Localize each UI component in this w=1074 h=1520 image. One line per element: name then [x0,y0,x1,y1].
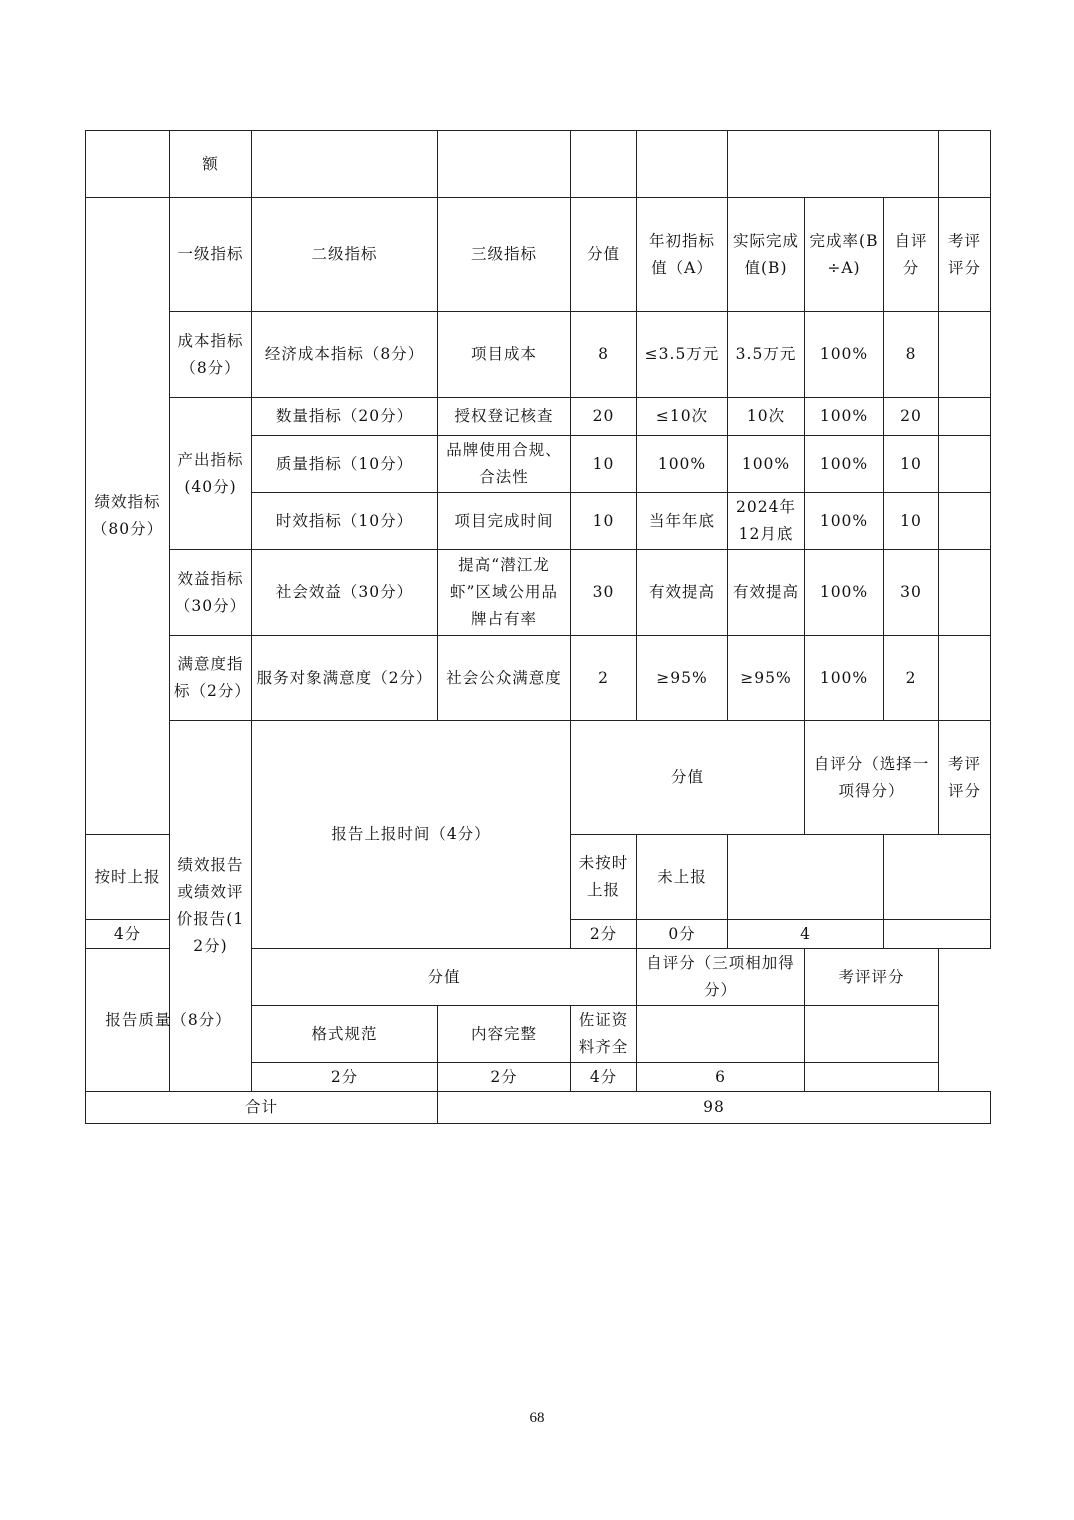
output-target: 当年年底 [637,493,728,550]
table-cell [884,920,991,949]
page-number: 68 [529,1410,545,1426]
cost-actual: 3.5万元 [728,312,805,398]
output-level2: 质量指标（10分） [252,436,438,493]
header-level3: 三级指标 [438,198,571,312]
table-cell [884,835,991,920]
continuation-row [86,131,991,198]
indicator-header-row [86,198,991,312]
timing-option: 未按时上报 [571,835,637,920]
satisfaction-actual: ≥95% [728,636,805,721]
header-level2: 二级指标 [252,198,438,312]
quality-label: 报告质量（8分） [86,949,252,1092]
table-cell [571,131,637,198]
output-level3: 品牌使用合规、合法性 [438,436,571,493]
table-cell [252,131,438,198]
table-cell [728,131,939,198]
benefit-level2: 社会效益（30分） [252,550,438,636]
quality-self-score: 6 [637,1063,805,1092]
cost-level2: 经济成本指标（8分） [252,312,438,398]
output-level1: 产出指标(40分) [170,398,252,550]
output-rate: 100% [805,436,884,493]
table-cell [939,131,991,198]
output-target: 100% [637,436,728,493]
table-row [86,636,991,721]
timing-option: 未上报 [637,835,728,920]
satisfaction-rate: 100% [805,636,884,721]
header-rate: 完成率(B÷A) [805,198,884,312]
table-cell [728,835,884,920]
benefit-rate: 100% [805,550,884,636]
output-self-score: 10 [884,436,939,493]
benefit-level1: 效益指标（30分） [170,550,252,636]
output-target: ≤10次 [637,398,728,436]
output-level3: 授权登记核查 [438,398,571,436]
benefit-target: 有效提高 [637,550,728,636]
cost-level3: 项目成本 [438,312,571,398]
table-cell [438,131,571,198]
table-cell [637,1006,805,1063]
timing-self-score: 4 [728,920,884,949]
table-cell [86,131,170,198]
cost-score: 8 [571,312,637,398]
quality-option: 内容完整 [438,1006,571,1063]
performance-table [85,130,991,1124]
satisfaction-level1: 满意度指标（2分） [170,636,252,721]
satisfaction-level3: 社会公众满意度 [438,636,571,721]
benefit-review-score [939,550,991,636]
output-level3: 项目完成时间 [438,493,571,550]
header-actual: 实际完成值(B) [728,198,805,312]
output-actual: 100% [728,436,805,493]
total-label: 合计 [86,1092,438,1124]
output-review-score [939,493,991,550]
timing-review-header: 考评评分 [939,721,991,835]
satisfaction-score: 2 [571,636,637,721]
timing-option: 按时上报 [86,835,170,920]
satisfaction-self-score: 2 [884,636,939,721]
output-actual: 10次 [728,398,805,436]
table-cell [637,131,728,198]
satisfaction-target: ≥95% [637,636,728,721]
quality-option-score: 2分 [438,1063,571,1092]
output-actual: 2024年12月底 [728,493,805,550]
timing-option-score: 0分 [637,920,728,949]
quality-option: 格式规范 [252,1006,438,1063]
quality-option-score: 2分 [252,1063,438,1092]
quality-self-header: 自评分（三项相加得分） [637,949,805,1006]
satisfaction-level2: 服务对象满意度（2分） [252,636,438,721]
quality-score-header: 分值 [252,949,637,1006]
quality-review-header: 考评评分 [805,949,939,1006]
header-review-score: 考评评分 [939,198,991,312]
output-level2: 时效指标（10分） [252,493,438,550]
output-score: 20 [571,398,637,436]
table-cell [805,1063,939,1092]
benefit-score: 30 [571,550,637,636]
output-review-score [939,398,991,436]
output-score: 10 [571,436,637,493]
timing-option-score: 4分 [86,920,170,949]
benefit-actual: 有效提高 [728,550,805,636]
cost-level1: 成本指标（8分） [170,312,252,398]
continuation-label: 额 [170,131,252,198]
output-self-score: 10 [884,493,939,550]
benefit-level3: 提高“潜江龙虾”区域公用品牌占有率 [438,550,571,636]
quality-option: 佐证资料齐全 [571,1006,637,1063]
table-cell [805,1006,939,1063]
output-score: 10 [571,493,637,550]
report-group-label: 绩效报告或绩效评价报告(12分) [170,721,252,1092]
quality-option-score: 4分 [571,1063,637,1092]
table-row [86,550,991,636]
table-row [86,312,991,398]
header-target: 年初指标值（A） [637,198,728,312]
header-level1: 一级指标 [170,198,252,312]
cost-self-score: 8 [884,312,939,398]
indicator-group-label: 绩效指标（80分） [86,198,170,835]
table-row [86,398,991,436]
output-rate: 100% [805,398,884,436]
benefit-self-score: 30 [884,550,939,636]
timing-label: 报告上报时间（4分） [252,721,571,949]
timing-option-score: 2分 [571,920,637,949]
cost-target: ≤3.5万元 [637,312,728,398]
output-self-score: 20 [884,398,939,436]
output-review-score [939,436,991,493]
cost-rate: 100% [805,312,884,398]
total-row [86,1092,991,1124]
header-self-score: 自评分 [884,198,939,312]
header-score: 分值 [571,198,637,312]
satisfaction-review-score [939,636,991,721]
total-value: 98 [438,1092,991,1124]
cost-review-score [939,312,991,398]
timing-self-header: 自评分（选择一项得分） [805,721,939,835]
timing-score-header: 分值 [571,721,805,835]
table-row [86,721,991,835]
output-level2: 数量指标（20分） [252,398,438,436]
output-rate: 100% [805,493,884,550]
